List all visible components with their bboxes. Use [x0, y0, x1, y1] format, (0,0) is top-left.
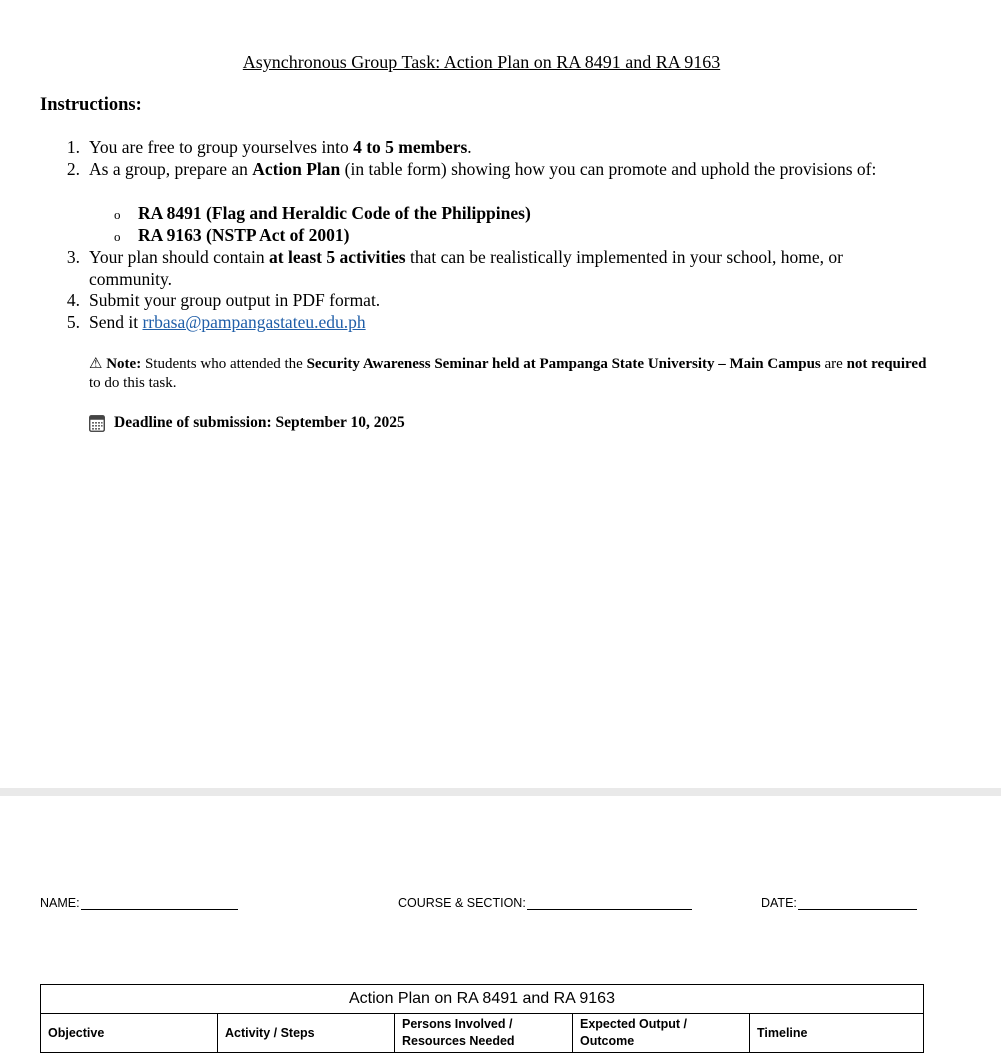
list-text: Your plan should contain at least 5 activities that can be realistically implemented in your school, home, or community. — [89, 247, 843, 289]
document-title: Asynchronous Group Task: Action Plan on RA 8491 and RA 9163 — [242, 52, 721, 72]
course-section-label: COURSE & SECTION: — [398, 896, 526, 910]
note-paragraph: ⚠ Note: Students who attended the Security Awareness Seminar held at Pampanga State University – Main Campus are not required to do this task. — [89, 356, 927, 391]
name-label: NAME: — [40, 896, 80, 910]
header-persons-resources: Persons Involved / Resources Needed — [395, 1014, 573, 1053]
header-expected-output: Expected Output / Outcome — [573, 1014, 750, 1053]
table-caption: Action Plan on RA 8491 and RA 9163 — [41, 985, 924, 1014]
list-text: Submit your group output in PDF format. — [89, 290, 381, 310]
page-separator — [0, 788, 1001, 796]
deadline — [89, 413, 405, 433]
list-text: You are free to group yourselves into 4 to 5 members. — [89, 137, 472, 157]
list-number: 5. — [66, 312, 80, 332]
sub-item-text: RA 8491 (Flag and Heraldic Code of the Philippines) — [138, 203, 531, 223]
list-number: 3. — [66, 247, 80, 267]
date-field — [761, 896, 917, 910]
instructions-label: Instructions: — [40, 95, 142, 115]
list-number: 1. — [66, 137, 80, 157]
list-text: Send it rrbasa@pampangastateu.edu.ph — [89, 312, 366, 332]
header-objective: Objective — [41, 1014, 218, 1053]
action-plan-table — [40, 984, 924, 1053]
warning-icon: ⚠ — [89, 356, 103, 372]
name-blank[interactable] — [81, 897, 238, 910]
date-blank[interactable] — [798, 897, 917, 910]
bullet-icon: o — [114, 229, 121, 244]
header-activity-steps: Activity / Steps — [218, 1014, 395, 1053]
name-field — [40, 896, 238, 910]
date-label: DATE: — [761, 896, 797, 910]
email-link[interactable]: rrbasa@pampangastateu.edu.ph — [142, 312, 366, 332]
bullet-icon: o — [114, 207, 121, 222]
list-number: 2. — [66, 159, 80, 179]
calendar-icon — [89, 415, 105, 432]
sub-item-text: RA 9163 (NSTP Act of 2001) — [138, 225, 350, 245]
list-text: As a group, prepare an Action Plan (in table form) showing how you can promote and uphold the provisions of: — [89, 159, 877, 179]
header-timeline: Timeline — [750, 1014, 924, 1053]
list-number: 4. — [66, 290, 80, 310]
course-section-field — [398, 896, 692, 910]
deadline-text: Deadline of submission: September 10, 2025 — [114, 414, 405, 431]
course-section-blank[interactable] — [527, 897, 692, 910]
